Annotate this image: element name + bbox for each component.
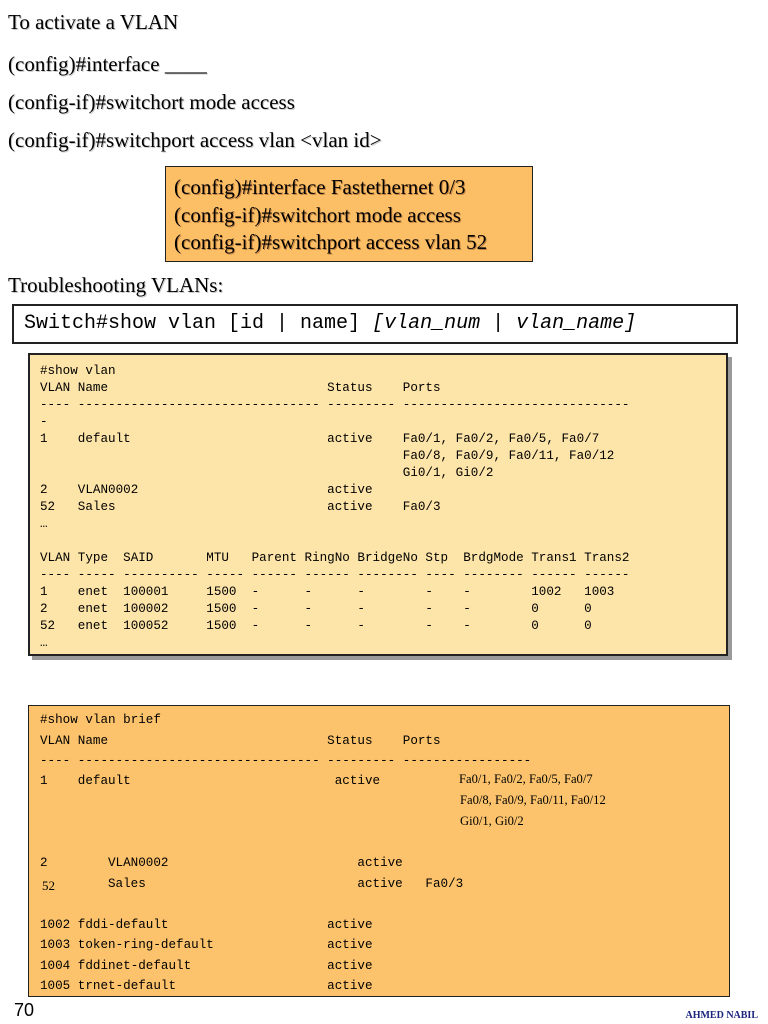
vlan-row-sales: Sales active Fa0/3 (108, 877, 464, 891)
output-line: ---- ----- ---------- ----- ------ ------ -------- ---- -------- ------ ------ (40, 568, 630, 582)
output-line: - (40, 415, 48, 429)
example-line: (config)#interface Fastethernet 0/3 (174, 175, 466, 199)
output-line: 2 VLAN0002 active (40, 483, 373, 497)
vlan-ports: Gi0/1, Gi0/2 (460, 814, 524, 828)
author-label: AHMED NABIL (685, 1010, 758, 1021)
vlan-ports: Fa0/8, Fa0/9, Fa0/11, Fa0/12 (460, 793, 606, 807)
troubleshooting-heading: Troubleshooting VLANs: (8, 273, 224, 297)
config-interface-line: (config)#interface ____ (8, 52, 207, 76)
example-line: (config-if)#switchport access vlan 52 (174, 230, 488, 254)
vlan-ports: Fa0/1, Fa0/2, Fa0/5, Fa0/7 (459, 772, 593, 786)
slide-title: To activate a VLAN (8, 10, 179, 34)
config-access-vlan-line: (config-if)#switchport access vlan <vlan id> (8, 128, 382, 152)
output-line: 1 enet 100001 1500 - - - - - 1002 1003 (40, 585, 615, 599)
command-syntax (24, 312, 636, 335)
config-mode-access-line: (config-if)#switchort mode access (8, 90, 295, 114)
output-line: … (40, 636, 48, 650)
show-vlan-brief-output (28, 705, 730, 997)
output-line: Fa0/8, Fa0/9, Fa0/11, Fa0/12 (40, 449, 615, 463)
vlan-id: 2 (40, 856, 48, 870)
example-config-box (165, 166, 533, 262)
output-line: … (40, 517, 48, 531)
output-line: 2 enet 100002 1500 - - - - - 0 0 (40, 602, 592, 616)
command-syntax-box (12, 304, 738, 344)
output-line: 52 enet 100052 1500 - - - - - 0 0 (40, 619, 592, 633)
output-line: ---- -------------------------------- --------- ------------------------------ (40, 398, 630, 412)
output-line: 52 Sales active Fa0/3 (40, 500, 441, 514)
vlan-row-1003: 1003 token-ring-default active (40, 938, 373, 952)
output-title: #show vlan brief (40, 713, 161, 727)
command-args: [vlan_num | vlan_name] (372, 312, 637, 335)
show-vlan-output (28, 353, 728, 656)
vlan-row-vlan0002: VLAN0002 active (108, 856, 403, 870)
page-number: 70 (14, 1000, 35, 1020)
vlan-row-1005: 1005 trnet-default active (40, 979, 373, 993)
vlan-row-1004: 1004 fddinet-default active (40, 959, 373, 973)
vlan-row-1002: 1002 fddi-default active (40, 918, 373, 932)
command-prefix: Switch#show vlan [id | name] (24, 312, 373, 335)
output-line: VLAN Name Status Ports (40, 381, 441, 395)
output-line: VLAN Type SAID MTU Parent RingNo BridgeNo Stp BrdgMode Trans1 Trans2 (40, 551, 630, 565)
output-line: 1 default active Fa0/1, Fa0/2, Fa0/5, Fa0/7 (40, 432, 600, 446)
vlan-row-default: 1 default active (40, 774, 381, 788)
output-header: VLAN Name Status Ports (40, 734, 441, 748)
output-line: #show vlan (40, 364, 116, 378)
output-rule: ---- -------------------------------- --------- ----------------- (40, 754, 532, 768)
vlan-id: 52 (42, 878, 55, 893)
example-line: (config-if)#switchort mode access (174, 203, 461, 227)
output-line: Gi0/1, Gi0/2 (40, 466, 494, 480)
